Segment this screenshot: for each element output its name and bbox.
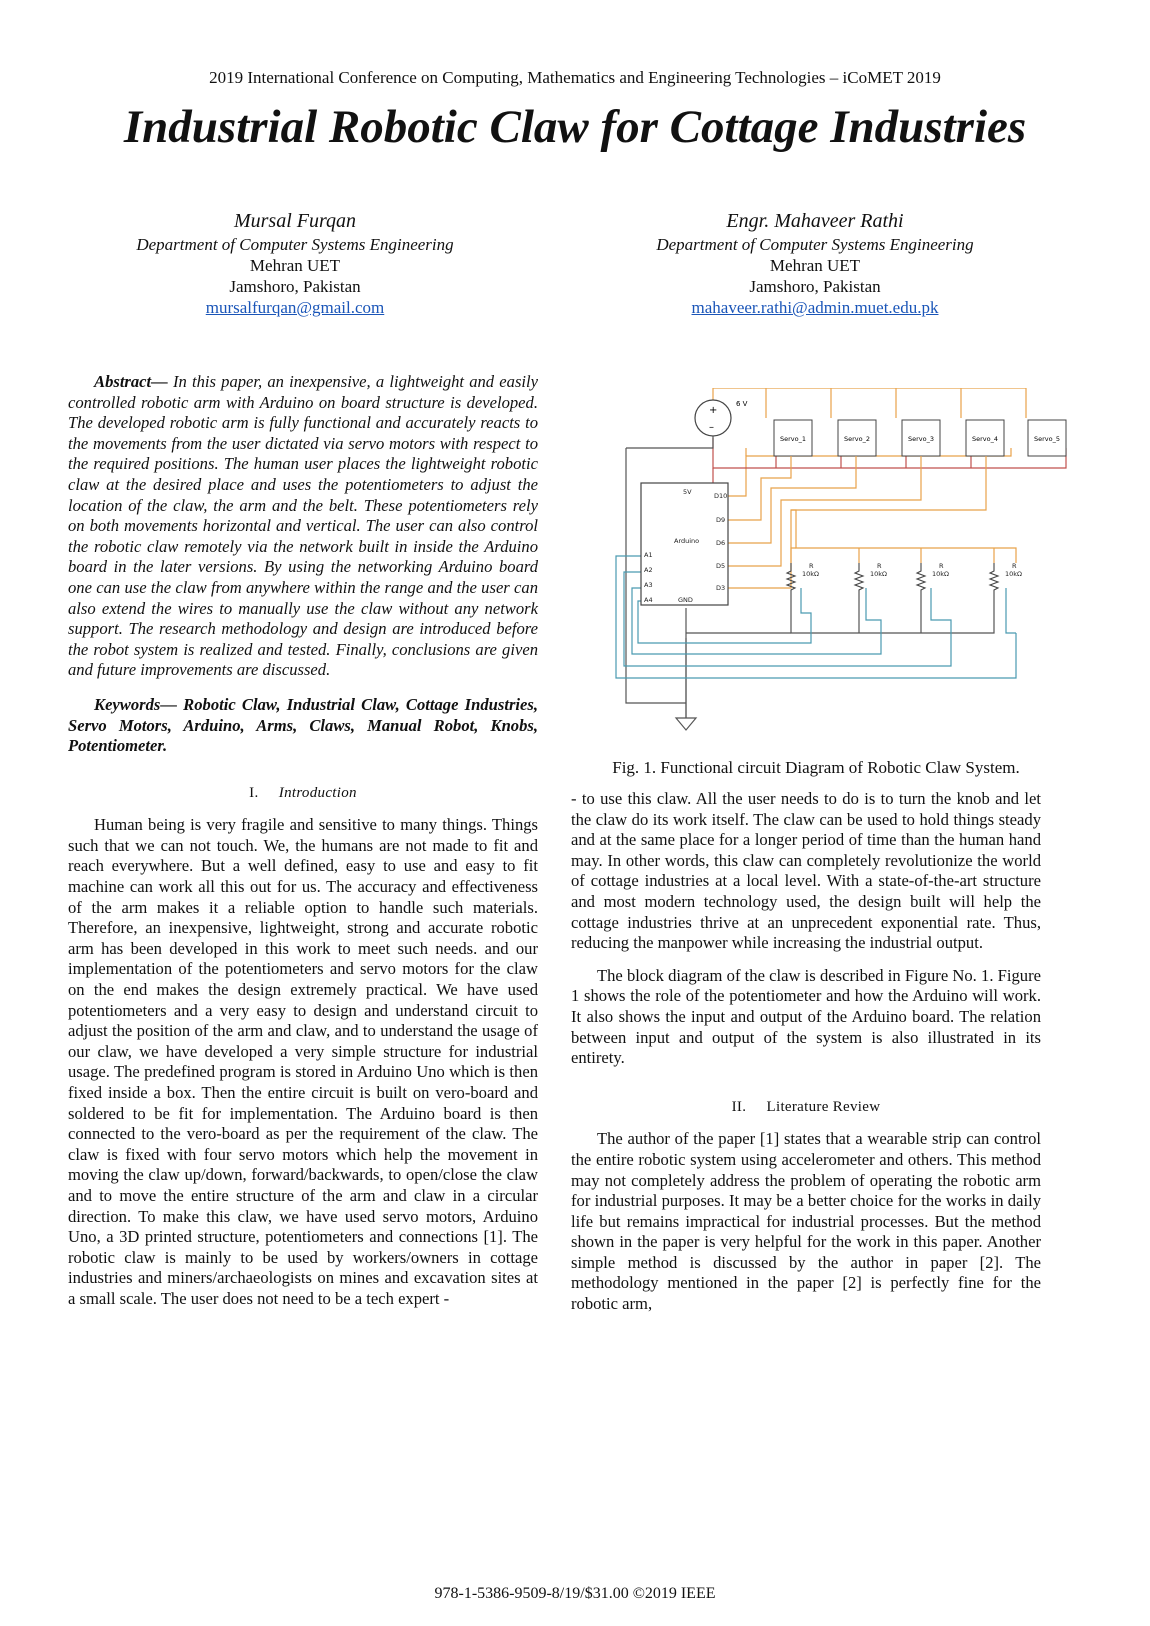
abstract-text: In this paper, an inexpensive, a lightweight and easily controlled robotic arm with Arduino on board structure is developed. The developed robotic arm is fully functional and accurately reacts to the movements from the user dictated via servo motors with respect to the required positions. The human user places the lightweight robotic claw at the desired place and uses the potentiometers to adjust the location of the claw, the arm and the belt. These potentiometers rely on both movements horizontal and vertical. The user can also control the robotic claw remotely via the network built in inside the Arduino board in the later versions. By using the networking Arduino board one can use the claw from anywhere within the range and the user can also extend the wires to manually use the claw without any network support. The research methodology and design are introduced before the robot system is realized and tested. Finally, conclusions are given and future improvements are discussed. (68, 372, 538, 680)
author-name: Mursal Furqan (233, 210, 357, 232)
resistor-2-icon (855, 563, 863, 603)
keywords-label: Keywords— (94, 694, 177, 714)
pin-gnd: GND (678, 596, 693, 604)
resistor-value: 10kΩ (1005, 570, 1023, 578)
resistor-3-icon (917, 563, 925, 603)
resistor-1-icon (787, 563, 795, 603)
resistor-value: 10kΩ (802, 570, 820, 578)
author-location: Jamshoro, Pakistan (229, 277, 361, 296)
keywords-text: Robotic Claw, Industrial Claw, Cottage Industries, Servo Motors, Arduino, Arms, Claws, Manual Robot, Knobs, Potentiometer. (68, 694, 538, 756)
pin-d3: D3 (716, 584, 726, 592)
servo-label: Servo_1 (780, 435, 807, 443)
servo-label: Servo_3 (908, 435, 935, 443)
author-department: Department of Computer Systems Engineering (136, 235, 454, 254)
author-email-link[interactable]: mahaveer.rathi@admin.muet.edu.pk (691, 298, 939, 317)
abstract-label: Abstract— (94, 372, 168, 391)
author-institution: Mehran UET (249, 256, 341, 275)
section-title: Literature Review (766, 1098, 881, 1115)
pin-a2: A2 (644, 566, 653, 574)
pin-d9: D9 (716, 516, 726, 524)
literature-paragraph-1: The author of the paper [1] states that a wearable strip can control the entire robotic system using accelerometer and others. This method may not completely address the problem of operating the robotic arm for industrial purposes. It may be a better choice for the works in daily life but remains impractical for industrial processes. But the method shown in the paper is very helpful for the work in this paper. Another simple method is discussed by the author in paper [2]. The methodology mentioned in the paper [2] is perfectly fine for the robotic arm, (571, 1129, 1041, 1314)
intro-paragraph-3: The block diagram of the claw is described in Figure No. 1. Figure 1 shows the role of the potentiometer and how the Arduino will work. It also shows the input and output of the Arduino board. The relation between input and output of the system is also illustrated in its entirety. (571, 965, 1041, 1068)
battery-plus: + (709, 405, 718, 416)
intro-paragraph-1: Human being is very fragile and sensitive to many things. Things such that we can not touch. We, the humans are not made to fit and reach everywhere. But a well defined, easy to use and easy to fit machine can work all this out for us. The accuracy and effectiveness of the arm makes it a reliable option to handle such materials. Therefore, an inexpensive, lightweight, strong and accurate robotic arm has been developed in this work to meet such needs. and our implementation of the potentiometers and servo motors for the claw on the end makes the design extremely practical. We have used potentiometers and a very easy to design and understand circuit to adjust the position of the arm and claw, and to understand the usage of our claw, we have developed a very simple structure for industrial usage. The predefined program is stored in Arduino Uno which is then fixed inside a box. Then the entire circuit is built on vero-board and soldered to be fit for implementation. The Arduino board is then connected to the vero-board as per the requirement of the claw. The claw is fixed with four servo motors which help the movement in moving the claw up/down, forward/backwards, to open/close the claw and to move the entire structure of the arm and claw in a circular direction. To make this claw, we have used servo motors, Arduino Uno, a 3D printed structure, potentiometers and connections [1]. The robotic claw is mainly to be used by workers/owners in cottage industries and miners/archaeologists on mines and excavation sites at a small scale. The user does not need to be a tech expert - (68, 815, 538, 1308)
resistor-label: R (809, 562, 814, 570)
arduino-label: Arduino (674, 537, 700, 545)
resistor-label: R (877, 562, 882, 570)
conference-header: 2019 International Conference on Computing, Mathematics and Engineering Technologies – iCoMET 2019 (209, 68, 941, 87)
pin-a1: A1 (644, 551, 653, 559)
abstract (68, 372, 538, 681)
pin-a3: A3 (644, 581, 653, 589)
author-block-1 (95, 208, 495, 318)
copyright-footer: 978-1-5386-9509-8/19/$31.00 ©2019 IEEE (434, 1585, 716, 1602)
right-column (571, 789, 1041, 1315)
pin-d5: D5 (716, 562, 726, 570)
author-location: Jamshoro, Pakistan (749, 277, 881, 296)
intro-paragraph-2: - to use this claw. All the user needs to do is to turn the knob and let the claw do its work itself. The claw can be used to hold things steady and at the same place for a longer period of time than the human hand may. In other words, this claw can completely revolutionize the world of cottage industries at a local level. With a state-of-the-art structure and most modern technology used, the design built will help the cottage industries thrive at an unprecedent exponential rate. Thus, reducing the manpower while increasing the industrial output. (571, 789, 1041, 953)
pin-d6: D6 (716, 539, 726, 547)
author-department: Department of Computer Systems Engineering (656, 235, 974, 254)
battery-minus: – (709, 422, 714, 433)
author-institution: Mehran UET (769, 256, 861, 275)
author-name: Engr. Mahaveer Rathi (726, 210, 904, 232)
section-title: Introduction (278, 784, 357, 801)
pin-5v: 5V (683, 488, 692, 496)
author-block-2 (615, 208, 1015, 318)
servo-label: Servo_5 (1034, 435, 1061, 443)
author-email-link[interactable]: mursalfurqan@gmail.com (205, 298, 385, 317)
figure-caption: Fig. 1. Functional circuit Diagram of Robotic Claw System. (612, 758, 1020, 777)
resistor-label: R (939, 562, 944, 570)
pin-d10: D10 (714, 492, 728, 500)
servo-label: Servo_2 (844, 435, 871, 443)
resistor-value: 10kΩ (870, 570, 888, 578)
circuit-diagram (596, 388, 1080, 758)
section-heading-introduction (68, 783, 538, 804)
section-numeral: II. (731, 1098, 747, 1115)
section-heading-literature-review (571, 1097, 1041, 1118)
resistor-4-icon (990, 563, 998, 603)
resistor-value: 10kΩ (932, 570, 950, 578)
keywords (68, 695, 538, 757)
left-column (68, 372, 538, 1310)
servo-label: Servo_4 (972, 435, 999, 443)
pin-a4: A4 (644, 596, 653, 604)
section-numeral: I. (249, 784, 259, 801)
resistor-label: R (1012, 562, 1017, 570)
paper-title: Industrial Robotic Claw for Cottage Industries (123, 101, 1027, 153)
battery-voltage: 6 V (736, 400, 748, 408)
